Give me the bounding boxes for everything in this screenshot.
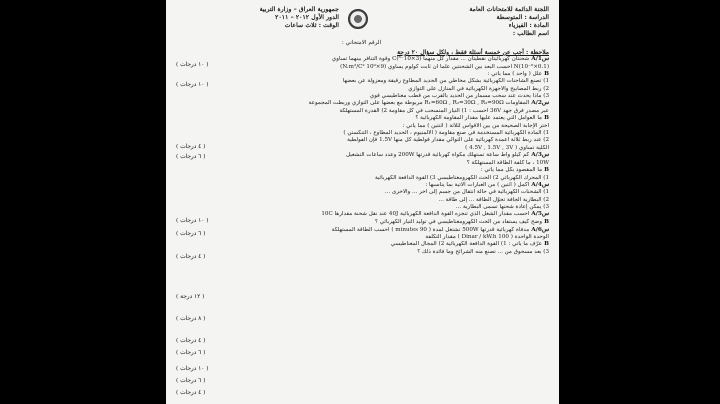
question-text: (0.1×10⁻⁶)N احسب البعد بين الشحنتين علماً أن ثابت كولوم يساوي (9×10⁹ N.m²/C²) <box>340 63 549 70</box>
question-line <box>174 108 549 115</box>
question-text: وضح كيف يستفاد من الحث الكهرومغناطيسي في توليد التيار الكهربائي ؟ <box>374 218 543 225</box>
question-text: شحنتان كهربائيتان نقطيتان ... مقدار كل منهما (3×10⁻⁶)C وقوة التنافر بينهما تساوي <box>331 56 530 62</box>
question-line <box>174 211 549 219</box>
question-text: أكمل ( اثنين ) من العبارات الآتية بما يناسبها : <box>425 181 530 188</box>
question-line <box>174 86 549 93</box>
question-line <box>174 167 549 175</box>
question-text: ما العوامل التي يعتمد عليها مقدار المقاومة الكهربائية ؟ <box>415 115 543 122</box>
question-text: 3) بعد مسحوق من ... تصنع منه الشرائح وما فائدة ذلك ؟ <box>417 248 549 255</box>
question-label: B <box>542 241 549 248</box>
ministry-title: جمهورية العراق – وزارة التربية <box>259 6 339 13</box>
question-line <box>174 234 549 241</box>
question-label: س4/A <box>529 181 549 188</box>
question-line <box>174 115 549 123</box>
mark-label: ( ٤ درجات ) <box>176 390 206 396</box>
question-text: المقاومات R₁=60Ω , R₂=30Ω , R₃=90Ω مربوطة مع بعضها على التوازي وربطت المجموعة <box>308 100 530 107</box>
exam-note: ملاحظة : أجب عن خمسة أسئلة فقط ، ولكل سؤال ٢٠ درجة <box>397 49 549 56</box>
question-line <box>174 204 549 211</box>
mark-label: ( ٦ درجات ) <box>176 378 206 384</box>
question-line <box>174 241 549 249</box>
mark-label: ( ٤ درجات ) <box>176 144 206 150</box>
question-lines <box>174 56 549 256</box>
question-label: B <box>542 115 549 122</box>
question-label: س1/A <box>529 56 549 62</box>
question-text: ما المقصود بكل مما يأتي : <box>480 166 543 173</box>
question-line <box>174 182 549 190</box>
session-label: الدور الأول ٢٠١٢ – ٢٠١١ <box>275 14 339 21</box>
question-text: 2) عند ربط ثلاثة أعمدة كهربائية على التوالي مقدار فولطية كل منها 1.5V فإن الفولطية <box>347 137 549 144</box>
mark-label: ( ١٠ درجات ) <box>176 82 209 88</box>
question-text: احسب مقدار الشغل الذي تنجزه القوة الدافعة الكهربائية 40J عند نقل شحنة مقدارها 10C <box>321 211 530 218</box>
question-label: س2/A <box>529 100 549 107</box>
question-label: B <box>542 166 549 173</box>
question-text: 2) ربط المصابيح والأجهزة الكهربائية في المنازل على التوازي <box>408 85 549 92</box>
question-line <box>174 227 549 235</box>
question-line <box>174 123 549 130</box>
question-text: 1) المادة الكهربائية المستخدمة في صنع مقاومة ( الألمنيوم ، الحديد المطاوع ، التنكستن ) <box>343 130 549 137</box>
question-text: 1) تصنع الشاحنات الكهربائية بشكل مخاطي من الحديد المطاوع رقيقة ومعزولة عن بعضها <box>342 78 549 85</box>
question-line <box>174 175 549 182</box>
header-right <box>384 6 549 38</box>
question-line <box>174 189 549 196</box>
question-line <box>174 130 549 137</box>
question-label: س3/A <box>529 152 549 159</box>
mark-label: ( ١٠ درجات ) <box>176 366 209 372</box>
mark-label: ( ١٢ درجة ) <box>176 294 205 300</box>
question-label: س5/A <box>529 211 549 218</box>
committee-title: اللجنة الدائمة للامتحانات العامة <box>469 6 549 13</box>
question-line <box>174 71 549 79</box>
question-label: س6/A <box>529 226 549 233</box>
question-line <box>174 249 549 256</box>
question-text: 1) المحرك الكهربائي 2) الحث الكهرومغناطيسي 3) القوة الدافعة الكهربائية <box>374 174 549 181</box>
question-label: B <box>542 218 549 225</box>
subject-label: المادة : الفيزياء <box>508 22 549 29</box>
mark-label: ( ٤ درجات ) <box>176 338 206 344</box>
question-line <box>174 56 549 64</box>
question-line <box>174 78 549 85</box>
mark-label: ( ٨ درجات ) <box>176 316 206 322</box>
question-label: B <box>542 70 549 77</box>
question-line <box>174 197 549 204</box>
exam-number-label: الرقم الامتحاني : <box>341 40 382 46</box>
question-line <box>174 137 549 144</box>
question-text: عرّف ما يأتي : 1) القوة الدافعة الكهربائية 2) المجال المغناطيسي <box>390 241 543 248</box>
question-text: عبر مصدر فرق جهد 36V احسب : 1) التيار المنسحب في كل مقاومة 2) القدرة المستهلكة <box>339 107 549 114</box>
question-text: اختر الإجابة الصحيحة من بين الأقواس لثلاثة ( اثنتين ) مما يأتي : <box>402 122 549 129</box>
header-left <box>174 6 339 30</box>
question-line <box>174 64 549 71</box>
stage-label: الدراسة : المتوسطة <box>496 14 549 21</box>
student-name-label: اسم الطالب : <box>512 30 549 37</box>
question-text: 3) يمكن إعادة شحنها تسمى البطارية ... <box>455 204 549 211</box>
question-text: الكلية تساوي ( 4.5V , 1.5V , 3V ) <box>465 144 549 151</box>
exam-sheet <box>166 0 559 404</box>
question-line <box>174 145 549 152</box>
question-text: 1) الشحنات الكهربائية في حالة انتقال من جسم إلى آخر ... والأخرى ... <box>384 189 549 196</box>
question-text: 2) البطارية الجافة تحوّل الطاقة ... إلى طاقة ... <box>438 196 549 203</box>
question-line <box>174 152 549 160</box>
question-text: الوحدة الواحدة ( 100 Dinar / kW.h ) مقدار التكلفة <box>425 234 549 241</box>
question-text: 3) ماذا يحدث عند سحب مسمار من الحديد بالقرب من قطب مغناطيسي قوي <box>369 93 549 100</box>
question-text: 10W ، ما كلفة الطاقة المستهلكة ؟ <box>466 159 549 166</box>
mark-label: ( ١٠ درجات ) <box>176 62 209 68</box>
mark-label: ( ٦ درجات ) <box>176 350 206 356</box>
question-line <box>174 219 549 227</box>
question-line <box>174 93 549 100</box>
question-text: كم كيلو واط ساعة تستهلك مكواة كهربائية قدرتها 200W وعدد ساعات التشغيل <box>346 152 530 159</box>
ministry-seal-icon <box>348 9 368 29</box>
mark-label: ( ٦ درجات ) <box>176 154 206 160</box>
question-text: علل ( واحد ) مما يأتي : <box>487 70 543 77</box>
mark-label: ( ٤ درجات ) <box>176 254 206 260</box>
mark-label: ( ١٠ درجات ) <box>176 218 209 224</box>
question-line <box>174 160 549 167</box>
mark-label: ( ٦ درجات ) <box>176 231 206 237</box>
question-text: مدفأة كهربائية قدرتها 500W تشتغل لمدة ( 90 minutes ) احسب الطاقة المستهلكة <box>331 226 530 233</box>
question-line <box>174 100 549 108</box>
time-label: الوقت : ثلاث ساعات <box>284 22 339 29</box>
